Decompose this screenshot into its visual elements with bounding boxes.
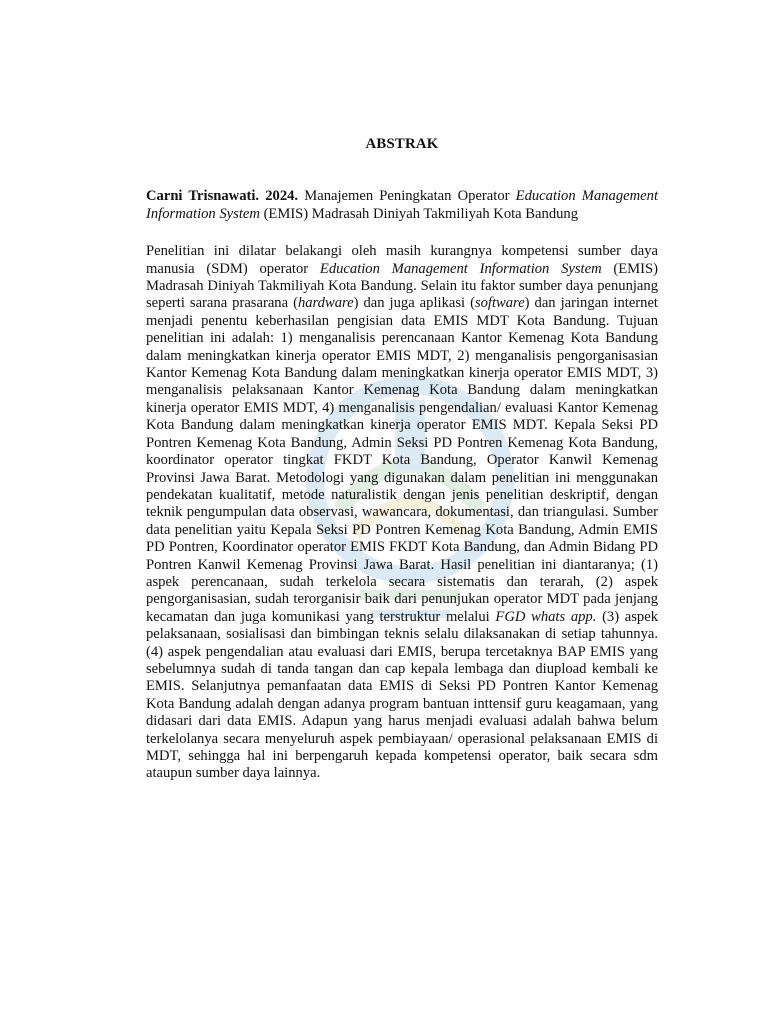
- citation-year: 2024.: [265, 188, 299, 205]
- citation-title-part1: Manajemen Peningkatan Operator: [304, 188, 510, 205]
- abstract-s07: ) dan jaringan internet menjadi penentu keberhasilan pengisian data EMIS MDT Kota Bandung. Tujuan penelitian ini adalah: 1) menganalisis perencanaan Kantor Kemenag Kota Bandung dalam meningkatkan kinerja operator EMIS MDT, 2) menganalisis pengorganisasian Kantor Kemenag Kota Bandung dalam meningkatkan kinerja operator EMIS MDT, 3) menganalisis pelaksanaan Kantor Kemenag Kota Bandung dalam meningkatkan kinerja operator EMIS MDT, 4) menganalisis pengendalian/ evaluasi Kantor Kemenag Kota Bandung dalam meningkatkan kinerja operator EMIS MDT. Kepala Seksi PD Pontren Kemenag Kota Bandung, Admin Seksi PD Pontren Kemenag Kota Bandung, koordinator operator tingkat FKDT Kota Bandung, Operator Kanwil Kemenag Provinsi Jawa Barat. Metodologi yang digunakan dalam penelitian ini menggunakan pendekatan kualitatif, metode naturalistik dengan jenis penelitian deskriptif, dengan teknik pengumpulan data observasi, wawancara, dokumentasi, dan triangulasi. Sumber data penelitian yaitu Kepala Seksi PD Pontren Kemenag Kota Bandung, Admin EMIS PD Pontren, Koordinator operator EMIS FKDT Kota Bandung, dan Admin Bidang PD Pontren Kanwil Kemenag Provinsi Jawa Barat. Hasil penelitian ini diantaranya; (1) aspek perencanaan, sudah terkelola secara sistematis dan terarah, (2) aspek pengorganisasian, sudah terorganisir baik dari penunjukan operator MDT pada jenjang kecamatan dan juga komunikasi yang terstruktur melalui: [146, 295, 658, 625]
- abstract-s01: Penelitian ini dilatar belakangi oleh masih kurangnya kompetensi sumber daya manusia (SDM) operator: [146, 243, 658, 277]
- abstract-s05: ) dan juga aplikasi (: [353, 295, 475, 312]
- citation: [146, 188, 658, 223]
- abstract-s09: (3) aspek pelaksanaan, sosialisasi dan bimbingan teknis selalu dilaksanakan di setiap tahunnya. (4) aspek pengendalian atau evaluasi dari EMIS, berupa tercetaknya BAP EMIS yang sebelumnya sudah di tanda tangan dan cap kepala lembaga dan diupload kembali ke EMIS. Selanjutnya pemanfaatan data EMIS di Seksi PD Pontren Kantor Kemenag Kota Bandung adalah dengan adanya program bantuan inttensif guru keagamaan, yang didasari dari data EMIS. Adapun yang harus menjadi evaluasi adalah bahwa belum terkelolanya secara menyeluruh aspek pembiayaan/ operasional pelaksanaan EMIS di MDT, sehingga hal ini berpengaruh kepada kompetensi operator, baik secara sdm ataupun sumber daya lainnya.: [146, 608, 658, 782]
- abstract-body: [146, 243, 658, 783]
- citation-title-part2: (EMIS) Madrasah Diniyah Takmiliyah Kota Bandung: [263, 205, 579, 222]
- abstract-content: [146, 136, 658, 783]
- abstract-s06: software: [474, 295, 525, 312]
- abstract-s08: FGD whats app.: [495, 608, 597, 625]
- abstract-s03: (EMIS) Madrasah Diniyah Takmiliyah Kota Bandung. Selain itu faktor sumber daya penunjang seperti sarana prasarana (: [146, 260, 658, 312]
- abstract-s04: hardware: [297, 295, 354, 312]
- page-title: ABSTRAK: [365, 136, 439, 152]
- citation-title-italic: Education Management Information System: [146, 188, 658, 222]
- citation-author: Carni Trisnawati.: [146, 188, 260, 205]
- abstract-s02: Education Management Information System: [319, 260, 602, 277]
